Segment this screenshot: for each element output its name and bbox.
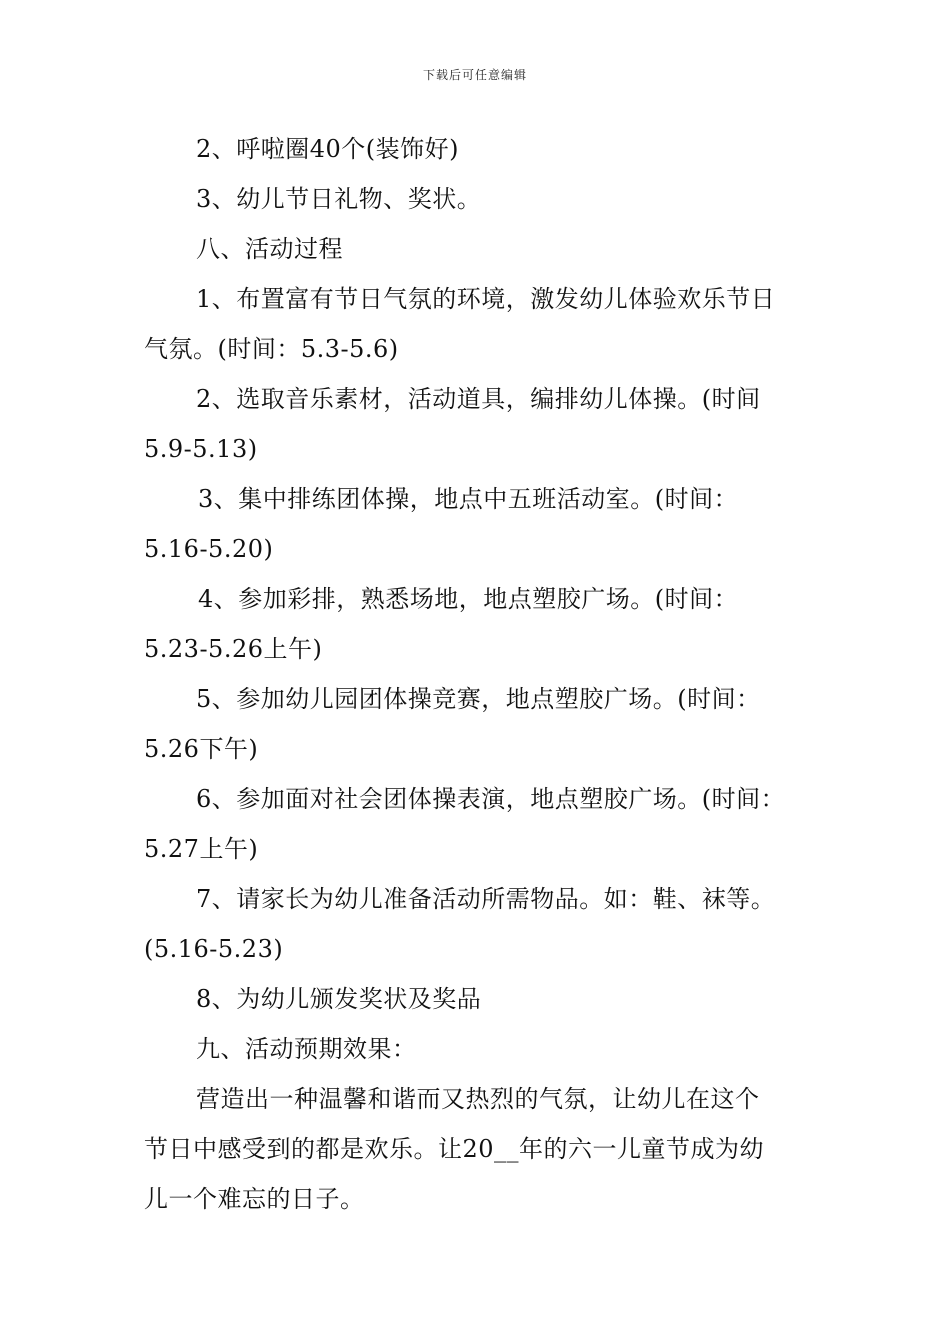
- paragraph-line: 1、布置富有节日气氛的环境，激发幼儿体验欢乐节日: [196, 285, 776, 313]
- paragraph-line: 5.9-5.13): [144, 435, 258, 463]
- paragraph-line: 2、呼啦圈40个(装饰好): [196, 135, 460, 163]
- paragraph-line: 5.26下午): [144, 735, 259, 763]
- paragraph-line: 8、为幼儿颁发奖状及奖品: [196, 985, 482, 1013]
- paragraph-line: 5.27上午): [144, 835, 259, 863]
- section-heading: 八、活动过程: [196, 235, 343, 263]
- paragraph-line: 节日中感受到的都是欢乐。让20__年的六一儿童节成为幼: [144, 1135, 765, 1163]
- paragraph-line: 儿一个难忘的日子。: [144, 1185, 365, 1213]
- paragraph-line: 2、选取音乐素材，活动道具，编排幼儿体操。(时间: [196, 385, 761, 413]
- paragraph-line: 气氛。(时间：5.3-5.6): [144, 335, 399, 363]
- paragraph-line: 5.23-5.26上午): [144, 635, 323, 663]
- paragraph-line: (5.16-5.23): [144, 935, 284, 963]
- paragraph-line: 5.16-5.20): [144, 535, 274, 563]
- page-header: 下载后可任意编辑: [422, 68, 527, 82]
- paragraph-line: 4、参加彩排，熟悉场地，地点塑胶广场。(时间：: [198, 585, 739, 613]
- paragraph-line: 7、请家长为幼儿准备活动所需物品。如：鞋、袜等。: [196, 885, 776, 913]
- section-heading: 九、活动预期效果：: [196, 1035, 417, 1063]
- paragraph-line: 营造出一种温馨和谐而又热烈的气氛，让幼儿在这个: [196, 1085, 760, 1113]
- paragraph-line: 3、集中排练团体操，地点中五班活动室。(时间：: [198, 485, 739, 513]
- paragraph-line: 3、幼儿节日礼物、奖状。: [196, 185, 482, 213]
- paragraph-line: 6、参加面对社会团体操表演，地点塑胶广场。(时间：: [196, 785, 786, 813]
- paragraph-line: 5、参加幼儿园团体操竞赛，地点塑胶广场。(时间：: [196, 685, 761, 713]
